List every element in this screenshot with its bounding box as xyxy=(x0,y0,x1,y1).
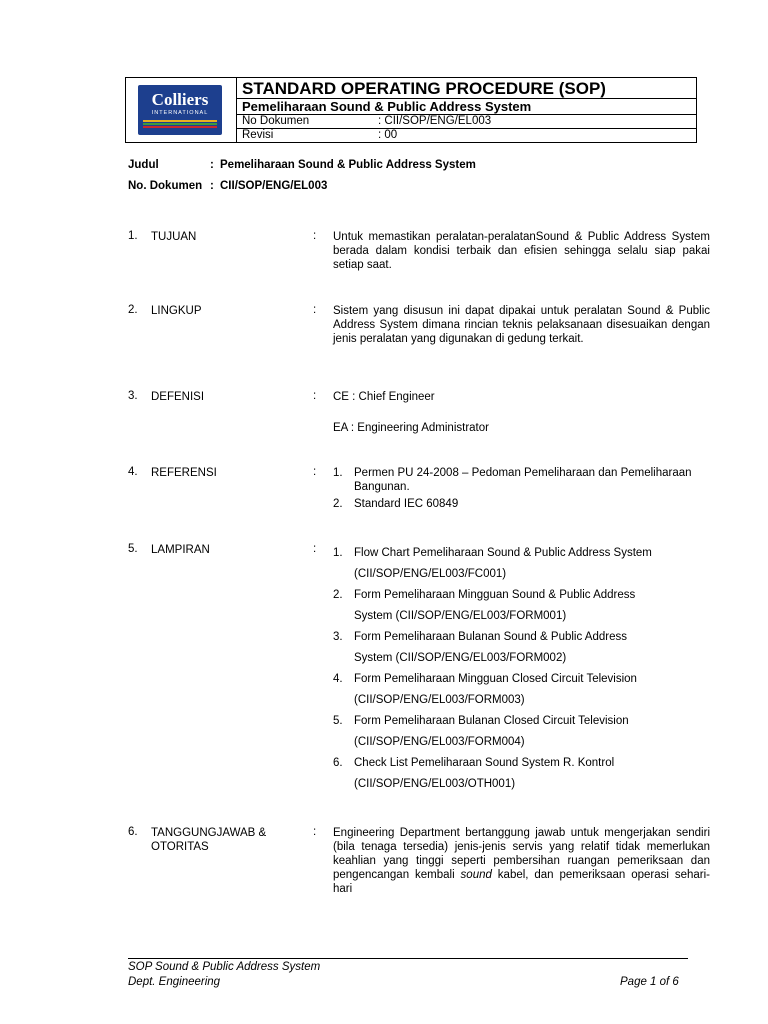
colliers-logo xyxy=(138,85,222,135)
list-text: Permen PU 24-2008 – Pedoman Pemeliharaan dan Pemeliharaan Bangunan. xyxy=(354,467,692,493)
list-number: 4. xyxy=(333,673,343,685)
list-number: 1. xyxy=(333,467,343,479)
logo-sub: INTERNATIONAL xyxy=(151,110,209,116)
doc-number-value: : CII/SOP/ENG/EL003 xyxy=(378,115,492,127)
list-code: (CII/SOP/ENG/EL003/FC001) xyxy=(354,568,507,580)
section-colon: : xyxy=(313,826,317,838)
judul-label: Judul xyxy=(128,159,159,171)
list-item xyxy=(333,543,710,585)
list-text: Check List Pemeliharaan Sound System R. Kontrol xyxy=(354,757,615,769)
list-item xyxy=(333,711,710,753)
definition-ce: CE : Chief Engineer xyxy=(333,391,435,403)
subtitle-row xyxy=(236,98,696,115)
section-heading: REFERENSI xyxy=(151,467,217,479)
section-heading: LINGKUP xyxy=(151,305,202,317)
section-heading xyxy=(151,826,311,854)
list-text: Standard IEC 60849 xyxy=(354,498,459,510)
section-colon: : xyxy=(313,466,317,478)
body-text-a: Engineering Department bertanggung jawab untuk mengerjakan sendiri (bila tenaga tersedia) jenis-jenis servis yang relatif tidak memerlukan keahlian yang tinggi seperti pembersihan ruangan pemeriksaan dan pengencangan kembali xyxy=(333,827,710,881)
section-number: 5. xyxy=(128,543,138,555)
list-number: 2. xyxy=(333,498,343,510)
revision-label: Revisi xyxy=(242,129,274,141)
list-code: (CII/SOP/ENG/EL003/OTH001) xyxy=(354,778,516,790)
section-heading-line2: OTORITAS xyxy=(151,841,209,853)
logo-stripes xyxy=(143,120,217,130)
list-number: 1. xyxy=(333,547,343,559)
logo-stripe xyxy=(143,126,217,128)
section-colon: : xyxy=(313,304,317,316)
list-item xyxy=(333,466,710,494)
attachment-list xyxy=(333,543,710,795)
footer-divider xyxy=(128,958,688,959)
footer-title: SOP Sound & Public Address System xyxy=(128,961,321,973)
reference-list xyxy=(333,466,710,511)
section-colon: : xyxy=(313,543,317,555)
section-number: 4. xyxy=(128,466,138,478)
section-colon: : xyxy=(313,390,317,402)
list-item xyxy=(333,497,710,511)
definition-ea: EA : Engineering Administrator xyxy=(333,422,489,434)
revision-value: : 00 xyxy=(378,129,398,141)
section-heading: DEFENISI xyxy=(151,391,205,403)
footer-dept: Dept. Engineering xyxy=(128,976,221,988)
section-number: 2. xyxy=(128,304,138,316)
section-heading-line1: TANGGUNGJAWAB & xyxy=(151,827,267,839)
judul-value: Pemeliharaan Sound & Public Address System xyxy=(220,159,476,171)
list-number: 6. xyxy=(333,757,343,769)
nodok-value: CII/SOP/ENG/EL003 xyxy=(220,180,328,192)
footer-page: Page 1 of 6 xyxy=(620,976,679,988)
section-heading: LAMPIRAN xyxy=(151,544,210,556)
list-code: (CII/SOP/ENG/EL003/FORM003) xyxy=(354,694,525,706)
list-item xyxy=(333,753,710,795)
section-heading: TUJUAN xyxy=(151,231,197,243)
doc-number-label: No Dokumen xyxy=(242,115,310,127)
sop-title: STANDARD OPERATING PROCEDURE (SOP) xyxy=(242,79,606,98)
list-number: 3. xyxy=(333,631,343,643)
section-body xyxy=(333,826,710,896)
list-item xyxy=(333,585,710,627)
body-text-b: kabel, dan pemeriksaan operasi sehari-hari xyxy=(333,869,710,895)
logo-stripe xyxy=(143,120,217,122)
body-text-em: sound xyxy=(460,869,492,881)
nodok-label: No. Dokumen xyxy=(128,180,203,192)
logo-stripe xyxy=(143,123,217,125)
revision-row xyxy=(236,128,696,143)
section-body: Untuk memastikan peralatan-peralatanSound & Public Address System berada dalam kondisi terbaik dan efisien sehingga selalu siap pakai setiap saat. xyxy=(333,231,710,271)
list-text: Flow Chart Pemeliharaan Sound & Public Address System xyxy=(354,547,652,559)
list-number: 5. xyxy=(333,715,343,727)
section-number: 6. xyxy=(128,826,138,838)
list-item xyxy=(333,669,710,711)
list-item xyxy=(333,627,710,669)
sop-subtitle: Pemeliharaan Sound & Public Address System xyxy=(242,99,532,114)
section-number: 3. xyxy=(128,390,138,402)
section-number: 1. xyxy=(128,230,138,242)
list-code: System (CII/SOP/ENG/EL003/FORM001) xyxy=(354,610,567,622)
logo-name: Colliers xyxy=(151,90,209,109)
nodok-colon: : xyxy=(210,180,214,192)
logo-cell xyxy=(126,78,237,142)
judul-colon: : xyxy=(210,159,214,171)
doc-number-row xyxy=(236,114,696,129)
list-number: 2. xyxy=(333,589,343,601)
list-text: Form Pemeliharaan Mingguan Sound & Public Address xyxy=(354,589,636,601)
section-colon: : xyxy=(313,230,317,242)
list-text: Form Pemeliharaan Mingguan Closed Circuit Television xyxy=(354,673,637,685)
list-code: (CII/SOP/ENG/EL003/FORM004) xyxy=(354,736,525,748)
list-code: System (CII/SOP/ENG/EL003/FORM002) xyxy=(354,652,567,664)
sop-header-table xyxy=(125,77,697,143)
section-body: Sistem yang disusun ini dapat dipakai untuk peralatan Sound & Public Address System dimana rincian teknis pelaksanaan disesuaikan dengan jenis peralatan yang digunakan di gedung terkait. xyxy=(333,305,710,345)
list-text: Form Pemeliharaan Bulanan Closed Circuit Television xyxy=(354,715,629,727)
list-text: Form Pemeliharaan Bulanan Sound & Public Address xyxy=(354,631,627,643)
